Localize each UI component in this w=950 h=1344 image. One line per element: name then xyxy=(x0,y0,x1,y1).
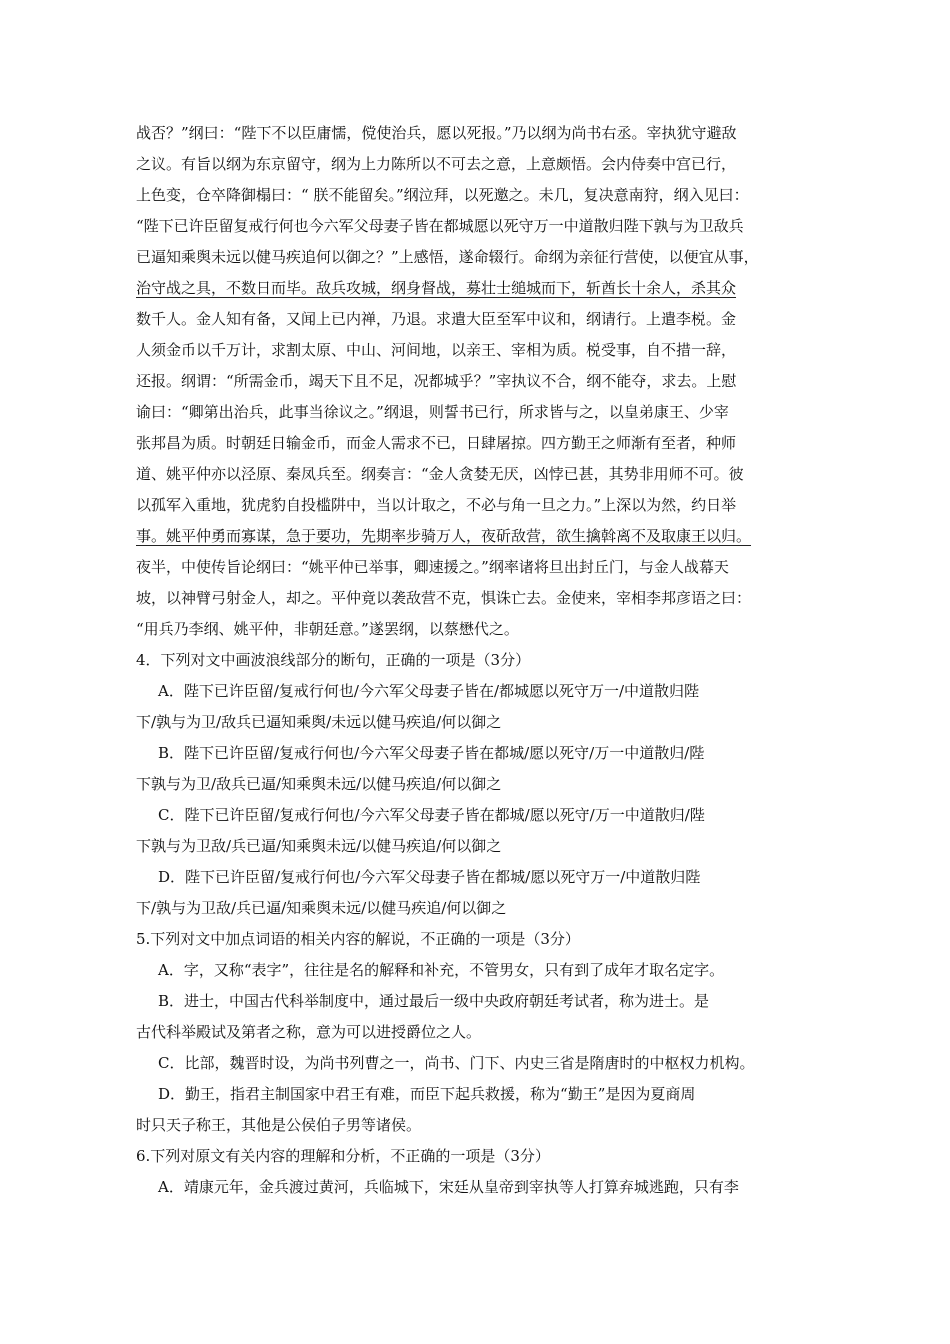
passage-line: 坡，以神臂弓射金人，却之。平仲竟以袭敌营不克，惧诛亡去。金使来，宰相李邦彦语之曰： xyxy=(136,589,752,607)
document-content xyxy=(136,118,836,1203)
question-4 xyxy=(136,645,836,924)
option-b-cont: 下孰与为卫/敌兵已逼/知乘舆未远/以健马疾追/何以御之 xyxy=(136,775,502,793)
classical-passage xyxy=(136,118,836,645)
passage-line: 张邦昌为质。时朝廷日输金币，而金人需求不已，日肆屠掠。四方勤王之师渐有至者，种师 xyxy=(136,434,737,452)
question-stem: 6.下列对原文有关内容的理解和分析，不正确的一项是（3分） xyxy=(136,1147,550,1165)
passage-line: 数千人。金人知有备，又闻上已内禅，乃退。求遣大臣至军中议和，纲请行。上遣李棁。金 xyxy=(136,310,737,328)
passage-line: “用兵乃李纲、姚平仲，非朝廷意。”遂罢纲，以蔡懋代之。 xyxy=(136,620,519,638)
option-b-cont: 古代科举殿试及第者之称，意为可以进授爵位之人。 xyxy=(136,1023,482,1041)
passage-line: 人须金币以千万计，求割太原、中山、河间地，以亲王、宰相为质。棁受事，自不措一辞， xyxy=(136,341,737,359)
question-6 xyxy=(136,1141,836,1203)
passage-line: 已逼知乘舆未远以健马疾追何以御之？”上感悟，遂命辍行。命纲为亲征行营使，以便宜从事， xyxy=(136,248,759,266)
question-5 xyxy=(136,924,836,1141)
passage-line: 还报。纲谓：“所需金币，竭天下且不足，况都城乎？”宰执议不合，纲不能夺，求去。上慰 xyxy=(136,372,737,390)
option-d-cont: 时只天子称王，其他是公侯伯子男等诸侯。 xyxy=(136,1116,422,1134)
option-d-cont: 下/孰与为卫敌/兵已逼/知乘舆未远/以健马疾追/何以御之 xyxy=(136,899,507,917)
option-d: D．陛下已许臣留/复戒行何也/今六军父母妻子皆在都城/愿以死守万一/中道散归陛 xyxy=(158,868,701,886)
passage-line-underlined: 事。姚平仲勇而寡谋，急于要功，先期率步骑万人，夜斫敌营，欲生擒斡离不及取康王以归。 xyxy=(136,527,752,545)
passage-line: 战否？”纲曰：“陛下不以臣庸懦，傥使治兵，愿以死报。”乃以纲为尚书右丞。宰执犹守避敌 xyxy=(136,124,737,142)
option-b: B．进士，中国古代科举制度中，通过最后一级中央政府朝廷考试者，称为进士。是 xyxy=(158,992,710,1010)
option-c-cont: 下孰与为卫敌/兵已逼/知乘舆未远/以健马疾追/何以御之 xyxy=(136,837,502,855)
option-a: A．字，又称“表字”，往往是名的解释和补充，不管男女，只有到了成年才取名定字。 xyxy=(158,961,725,979)
question-stem: 4．下列对文中画波浪线部分的断句，正确的一项是（3分） xyxy=(136,651,531,669)
passage-line: 夜半，中使传旨论纲曰：“姚平仲已举事，卿速援之。”纲率诸将旦出封丘门，与金人战幕天 xyxy=(136,558,729,576)
option-b: B．陛下已许臣留/复戒行何也/今六军父母妻子皆在都城/愿以死守/万一中道散归/陛 xyxy=(158,744,705,762)
option-d: D．勤王，指君主制国家中君王有难，而臣下起兵救援，称为“勤王”是因为夏商周 xyxy=(158,1085,696,1103)
option-c: C．比部，魏晋时设，为尚书列曹之一，尚书、门下、内史三省是隋唐时的中枢权力机构。 xyxy=(158,1054,755,1072)
passage-line: 谕曰：“卿第出治兵，此事当徐议之。”纲退，则誓书已行，所求皆与之，以皇弟康王、少宰 xyxy=(136,403,729,421)
passage-line: 之议。有旨以纲为东京留守，纲为上力陈所以不可去之意，上意颇悟。会内侍奏中宫已行， xyxy=(136,155,737,173)
passage-line: 道、姚平仲亦以泾原、秦凤兵至。纲奏言：“金人贪婪无厌，凶悖已甚，其势非用师不可。彼 xyxy=(136,465,744,483)
passage-line: “陛下已许臣留复戒行何也今六军父母妻子皆在都城愿以死守万一中道散归陛下孰与为卫敌兵 xyxy=(136,217,744,235)
question-stem: 5.下列对文中加点词语的相关内容的解说，不正确的一项是（3分） xyxy=(136,930,580,948)
passage-line: 上色变，仓卒降御榻曰：“ 朕不能留矣。”纲泣拜，以死邀之。未几，复决意南狩，纲入见曰： xyxy=(136,186,749,204)
passage-line-underlined: 治守战之具，不数日而毕。敌兵攻城，纲身督战，募壮士缒城而下，斩酋长十余人，杀其众 xyxy=(136,279,737,297)
passage-line: 以孤军入重地，犹虎豹自投槛阱中，当以计取之，不必与角一旦之力。”上深以为然，约日举 xyxy=(136,496,737,514)
option-c: C．陛下已许臣留/复戒行何也/今六军父母妻子皆在都城/愿以死守/万一中道散归/陛 xyxy=(158,806,705,824)
option-a: A．靖康元年，金兵渡过黄河，兵临城下，宋廷从皇帝到宰执等人打算弃城逃跑，只有李 xyxy=(158,1178,739,1196)
option-a-cont: 下/孰与为卫/敌兵已逼知乘舆/未远以健马疾追/何以御之 xyxy=(136,713,502,731)
option-a: A．陛下已许臣留/复戒行何也/今六军父母妻子皆在/都城愿以死守万一/中道散归陛 xyxy=(158,682,700,700)
